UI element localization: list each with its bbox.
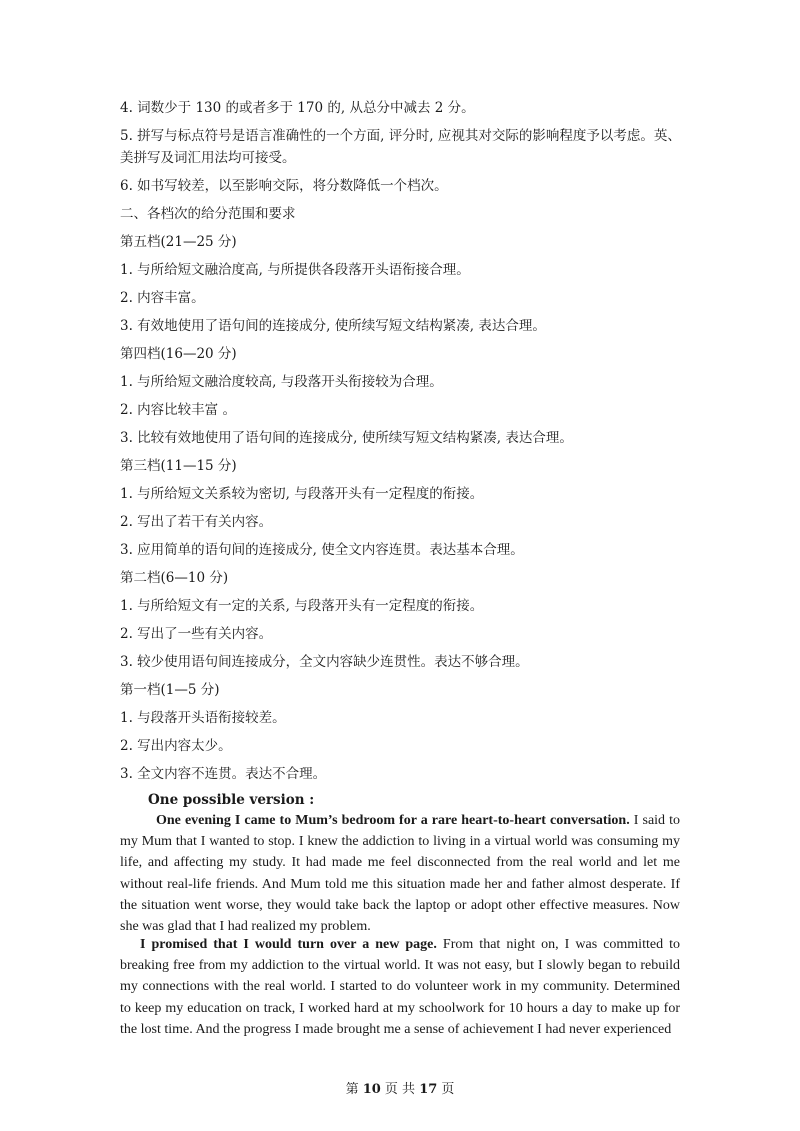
footer-suffix: 页 <box>437 1082 455 1097</box>
level-3-item-3: 3. 应用简单的语句间的连接成分, 使全文内容连贯。表达基本合理。 <box>120 542 524 558</box>
level-3-title: 第三档(11—15 分) <box>120 458 237 474</box>
sample-paragraph-2 <box>120 934 680 1040</box>
level-2-item-2: 2. 写出了一些有关内容。 <box>120 626 273 642</box>
rule-5-continued: 美拼写及词汇用法均可接受。 <box>120 150 296 166</box>
level-4-item-2: 2. 内容比较丰富 。 <box>120 402 236 418</box>
sample-heading: One possible version : <box>148 792 315 808</box>
sample-paragraph-1 <box>120 810 680 937</box>
paragraph-1-lead: One evening I came to Mum’s bedroom for a rare heart-to-heart conversation. <box>156 813 630 828</box>
paragraph-2-body: From that night on, I was committed to breaking free from my addiction to the virtual world. It was not easy, but I slowly began to rebuild my connections with the real world. I started to do volunteer work in my community. Determined to keep my education on track, I worked hard at my schoolwork for 10 hours a day to make up for the lost time. And the progress I made brought me a sense of achievement I had never experienced <box>120 937 680 1037</box>
paragraph-1-body: I said to my Mum that I wanted to stop. I knew the addiction to living in a virtual world was consuming my life, and affecting my study. It had made me feel disconnected from the real world and let me without real-life friends. And Mum told me this situation made her and father almost desperate. If the situation went worse, they would take back the laptop or adopt other effective measures. Now she was glad that I had realized my problem. <box>120 813 681 935</box>
level-2-item-1: 1. 与所给短文有一定的关系, 与段落开头有一定程度的衔接。 <box>120 598 484 614</box>
footer-page-number: 10 <box>362 1082 381 1097</box>
footer-middle: 页 共 <box>380 1082 420 1097</box>
level-3-item-2: 2. 写出了若干有关内容。 <box>120 514 273 530</box>
level-1-title: 第一档(1—5 分) <box>120 682 220 698</box>
footer-total-pages: 17 <box>419 1082 438 1097</box>
level-1-item-3: 3. 全文内容不连贯。表达不合理。 <box>120 766 327 782</box>
rule-5: 5. 拼写与标点符号是语言准确性的一个方面, 评分时, 应视其对交际的影响程度予以考虑。英、 <box>120 128 681 144</box>
level-2-title: 第二档(6—10 分) <box>120 570 229 586</box>
level-3-item-1: 1. 与所给短文关系较为密切, 与段落开头有一定程度的衔接。 <box>120 486 484 502</box>
level-5-title: 第五档(21—25 分) <box>120 234 237 250</box>
level-4-title: 第四档(16—20 分) <box>120 346 237 362</box>
paragraph-2-lead: I promised that I would turn over a new page. <box>140 937 437 952</box>
level-4-item-1: 1. 与所给短文融洽度较高, 与段落开头衔接较为合理。 <box>120 374 443 390</box>
rule-6: 6. 如书写较差，以至影响交际，将分数降低一个档次。 <box>120 178 448 194</box>
level-4-item-3: 3. 比较有效地使用了语句间的连接成分, 使所续写短文结构紧凑, 表达合理。 <box>120 430 573 446</box>
footer-prefix: 第 <box>345 1082 363 1097</box>
level-5-item-1: 1. 与所给短文融洽度高, 与所提供各段落开头语衔接合理。 <box>120 262 470 278</box>
level-1-item-1: 1. 与段落开头语衔接较差。 <box>120 710 286 726</box>
level-2-item-3: 3. 较少使用语句间连接成分，全文内容缺少连贯性。表达不够合理。 <box>120 654 529 670</box>
rule-4: 4. 词数少于 130 的或者多于 170 的, 从总分中减去 2 分。 <box>120 100 475 116</box>
level-1-item-2: 2. 写出内容太少。 <box>120 738 232 754</box>
level-5-item-2: 2. 内容丰富。 <box>120 290 205 306</box>
section-title: 二、各档次的给分范围和要求 <box>120 206 296 222</box>
page-footer <box>0 1080 800 1100</box>
level-5-item-3: 3. 有效地使用了语句间的连接成分, 使所续写短文结构紧凑, 表达合理。 <box>120 318 546 334</box>
